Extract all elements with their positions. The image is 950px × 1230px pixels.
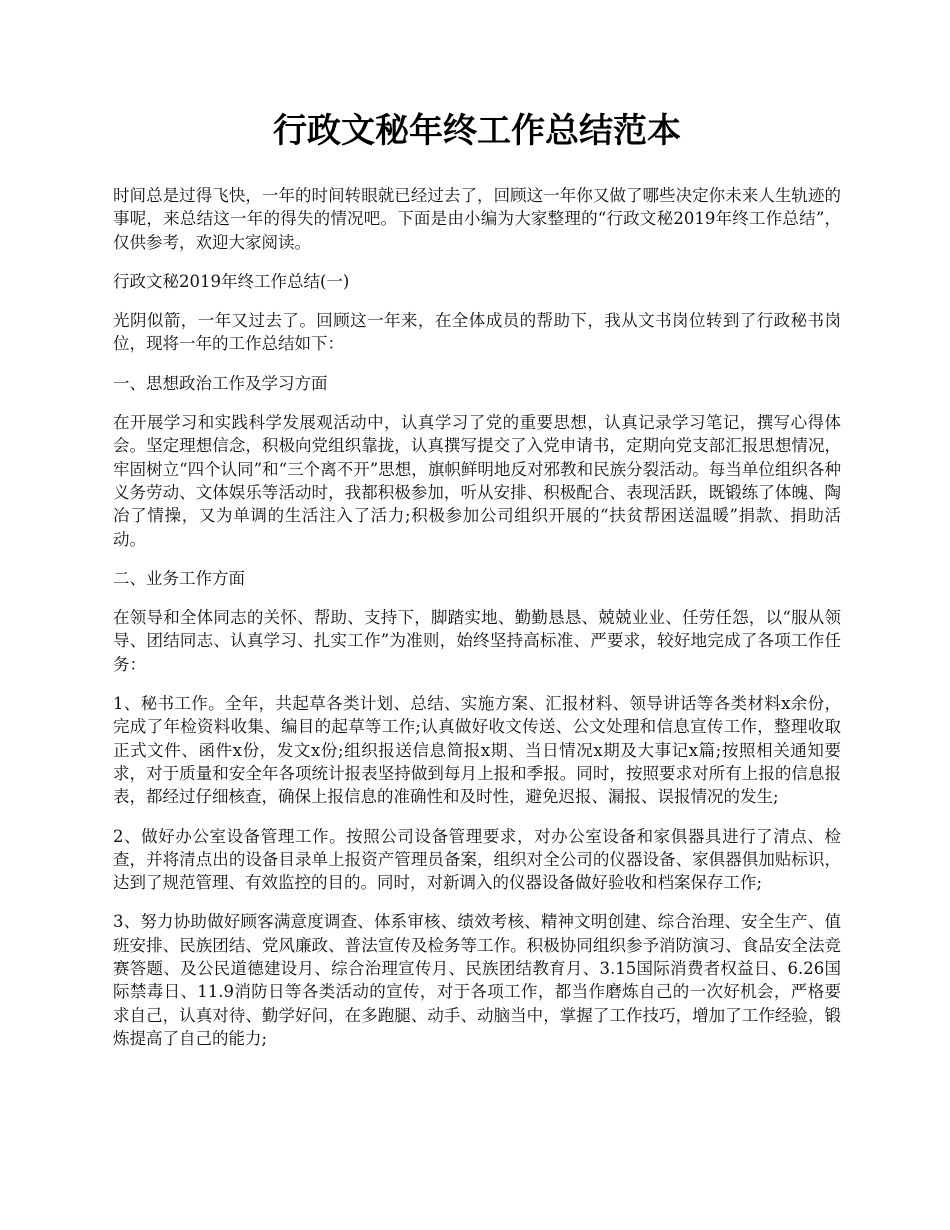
item-secretary-work: 1、秘书工作。全年，共起草各类计划、总结、实施方案、汇报材料、领导讲话等各类材料x余份，完成了年检资料收集、编目的起草等工作;认真做好收文传送、公文处理和信息宣传工作，整理收取正式文件、函件x份，发文x份;组织报送信息简报x期、当日情况x期及大事记x篇;按照相关通知要求，对于质量和安全年各项统计报表坚持做到每月上报和季报。同时，按照要求对所有上报的信息报表，都经过仔细核查，确保上报信息的准确性和及时性，避免迟报、漏报、误报情况的发生; [113, 694, 841, 807]
intro-paragraph: 时间总是过得飞快，一年的时间转眼就已经过去了，回顾这一年你又做了哪些决定你未来人生轨迹的事呢，来总结这一年的得失的情况吧。下面是由小编为大家整理的“行政文秘2019年终工作总结”，仅供参考，欢迎大家阅读。 [113, 186, 841, 252]
business-intro-paragraph: 在领导和全体同志的关怀、帮助、支持下，脚踏实地、勤勤恳恳、兢兢业业、任劳任怨，以“服从领导、团结同志、认真学习、扎实工作”为准则，始终坚持高标准、严要求，较好地完成了各项工作任务： [113, 608, 841, 674]
opening-paragraph: 光阴似箭，一年又过去了。回顾这一年来，在全体成员的帮助下，我从文书岗位转到了行政秘书岗位，现将一年的工作总结如下： [113, 311, 841, 354]
section-title-summary-one: 行政文秘2019年终工作总结(一) [113, 271, 350, 291]
item-assist-activities: 3、努力协助做好顾客满意度调查、体系审核、绩效考核、精神文明创建、综合治理、安全生产、值班安排、民族团结、党风廉政、普法宣传及检务等工作。积极协同组织参予消防演习、食品安全法竞赛答题、及公民道德建设月、综合治理宣传月、民族团结教育月、3.15国际消费者权益日、6.26国际禁毒日、11.9消防日等各类活动的宣传，对于各项工作，都当作磨炼自己的一次好机会，严格要求自己，认真对待、勤学好问，在多跑腿、动手、动脑当中，掌握了工作技巧，增加了工作经验，锻炼提高了自己的能力; [113, 912, 841, 1048]
section-heading-political: 一、思想政治工作及学习方面 [113, 373, 328, 393]
item-equipment-management: 2、做好办公室设备管理工作。按照公司设备管理要求，对办公室设备和家俱器具进行了清点、检查，并将清点出的设备目录单上报资产管理员备案，组织对全公司的仪器设备、家俱器俱加贴标识，达到了规范管理、有效监控的目的。同时，对新调入的仪器设备做好验收和档案保存工作; [113, 826, 841, 893]
document-page [113, 108, 841, 1066]
page-title: 行政文秘年终工作总结范本 [273, 111, 681, 151]
political-study-paragraph: 在开展学习和实践科学发展观活动中，认真学习了党的重要思想，认真记录学习笔记，撰写心得体会。坚定理想信念，积极向党组织靠拢，认真撰写提交了入党申请书，定期向党支部汇报思想情况， 牢固树立“四个认同”和“三个离不开”思想，旗帜鲜明地反对邪教和民族分裂活动。每当单位组织各种义务劳动、文体娱乐等活动时，我都积极参加，听从安排、积极配合、表现活跃，既锻练了体魄、陶冶了情操，又为单调的生活注入了活力;积极参加公司组织开展的“扶贫帮困送温暖”捐款、捐助活动。 [113, 413, 841, 549]
section-heading-business: 二、业务工作方面 [113, 568, 245, 588]
